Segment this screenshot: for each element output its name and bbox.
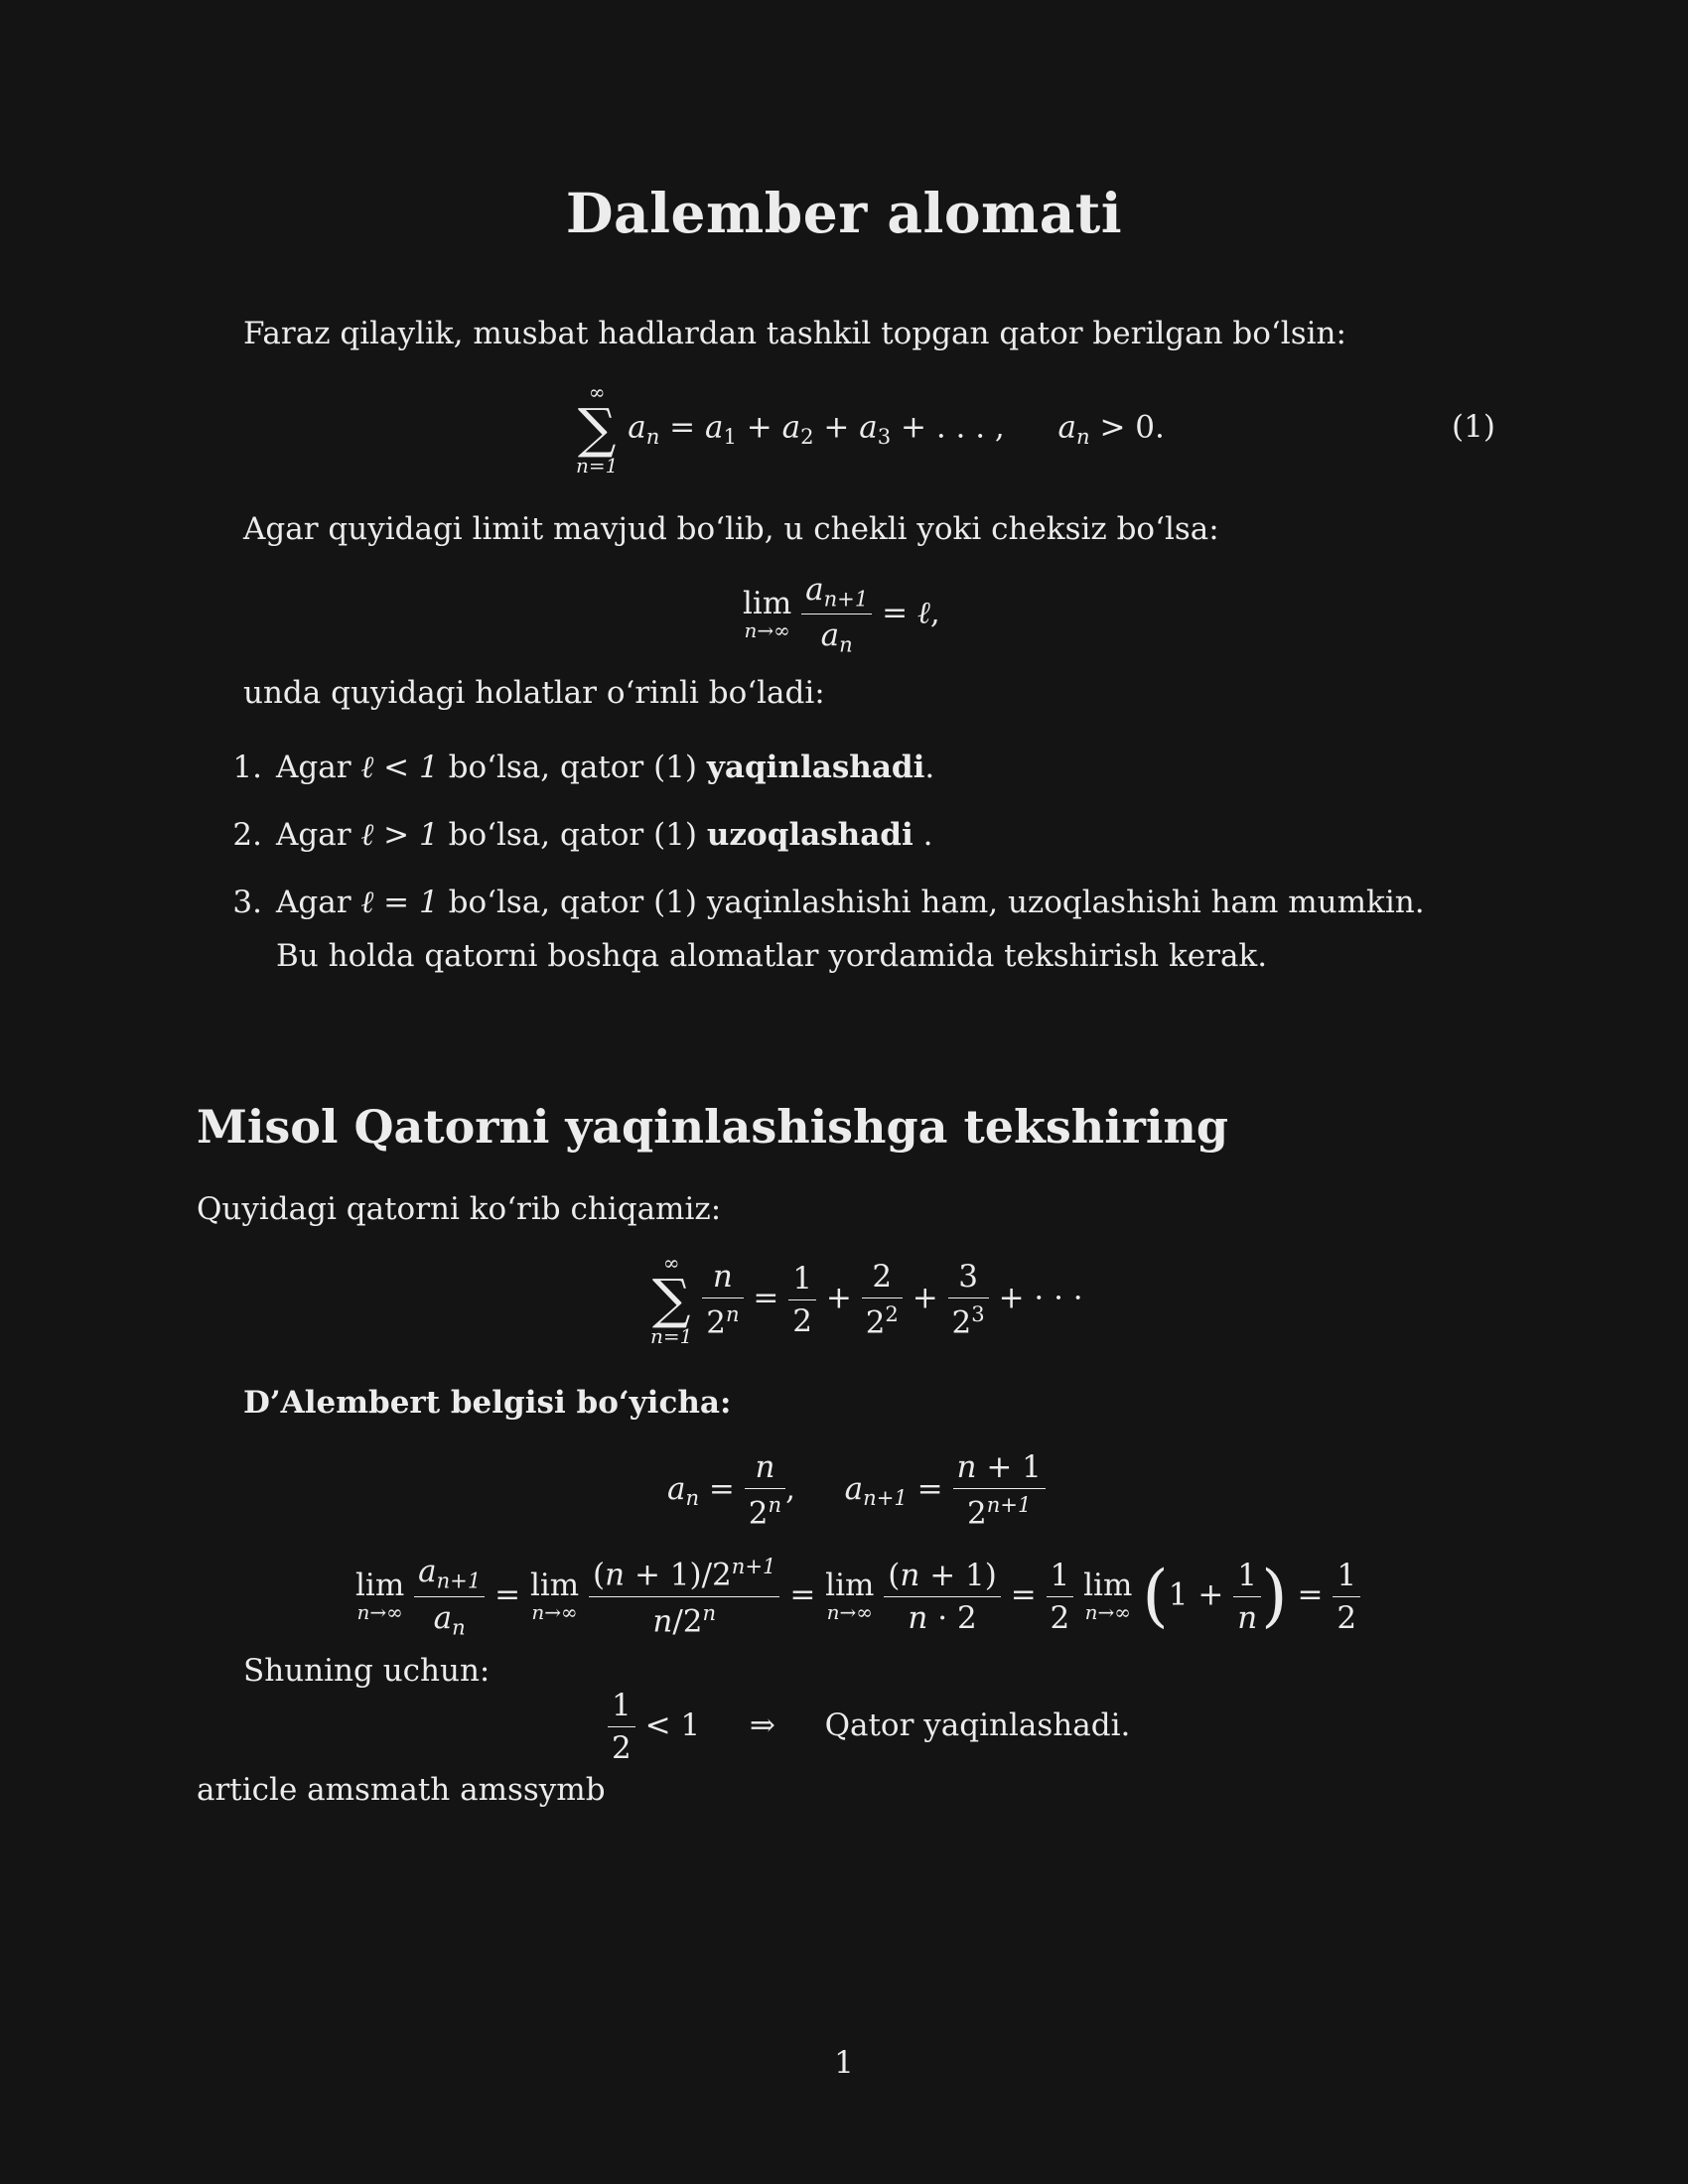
equation-series-definition: ∞ ∑ n=1 $a_n = a_1 + a_2 + a_3$ + . . . , $a_n > 0$. <box>576 380 1165 478</box>
verdict: yaqinlashadi <box>706 750 925 785</box>
verdict: uzoqlashadi <box>706 817 914 853</box>
equation-number: (1) <box>1452 409 1495 445</box>
list-item-number: 1. <box>232 750 262 785</box>
packages-line: article amsmath amssymb <box>197 1772 606 1808</box>
cases-intro-paragraph: unda quyidagi holatlar o‘rinli bo‘ladi: <box>243 675 825 711</box>
equation-ratio-limit: lim n→∞ $\frac{a_{n+1}}{a_n}$ = ℓ, <box>743 572 940 657</box>
page-title: Dalember alomati <box>565 181 1123 245</box>
equation-example-series: ∞ ∑ n=1 $\frac{n}{2^n}$ = $\frac{1}{2}$ + $\frac{2}{2^2}$ + $\frac{3}{2^3}$ + · · · <box>650 1251 1083 1348</box>
list-item-number: 3. <box>232 885 262 920</box>
conclusion-text: Qator yaqinlashadi. <box>824 1707 1131 1743</box>
condition: ℓ > 1 <box>360 817 439 853</box>
page-number: 1 <box>834 2045 854 2081</box>
list-item-number: 2. <box>232 817 262 853</box>
dalembert-heading: D’Alembert belgisi bo‘yicha: <box>243 1385 732 1421</box>
therefore-paragraph: Shuning uchun: <box>243 1653 491 1689</box>
equation-term-definitions: $a_n$ = $\frac{n}{2^n}$ , $a_{n+1}$ = $\frac{n + 1}{2^{n+1}}$ <box>667 1449 1046 1532</box>
list-item: 1. Agar ℓ < 1 bo‘lsa, qator (1) yaqinlashadi. <box>228 750 934 785</box>
list-item: 3. Agar ℓ = 1 bo‘lsa, qator (1) yaqinlashishi ham, uzoqlashishi ham mumkin. <box>228 885 1425 920</box>
list-item: 2. Agar ℓ > 1 bo‘lsa, qator (1) uzoqlashadi . <box>228 817 932 853</box>
condition: ℓ < 1 <box>360 750 439 785</box>
equation-limit-computation: lim n→∞ $\frac{a_{n+1}}{a_n}$ = lim n→∞ $\frac{(n + 1)/2^{n+1}}{n/2^n}$ = lim n→∞ $\frac{(n + 1)}{n \cdot 2}$ = $\frac{1}{2}$ lim n→∞ (1 + $\frac{1}{n}$ ) = $\frac{1}{2}$ <box>355 1554 1360 1639</box>
intro-paragraph: Faraz qilaylik, musbat hadlardan tashkil topgan qator berilgan bo‘lsin: <box>243 316 1346 351</box>
limit-intro-paragraph: Agar quyidagi limit mavjud bo‘lib, u chekli yoki cheksiz bo‘lsa: <box>243 511 1219 547</box>
example-intro-paragraph: Quyidagi qatorni ko‘rib chiqamiz: <box>197 1191 722 1227</box>
section-heading: Misol Qatorni yaqinlashishga tekshiring <box>197 1100 1228 1154</box>
condition: ℓ = 1 <box>360 885 439 920</box>
equation-conclusion: $\frac{1}{2}$ < 1 ⇒ Qator yaqinlashadi. <box>608 1688 1130 1766</box>
list-item-continuation: Bu holda qatorni boshqa alomatlar yordamida tekshirish kerak. <box>276 938 1268 974</box>
